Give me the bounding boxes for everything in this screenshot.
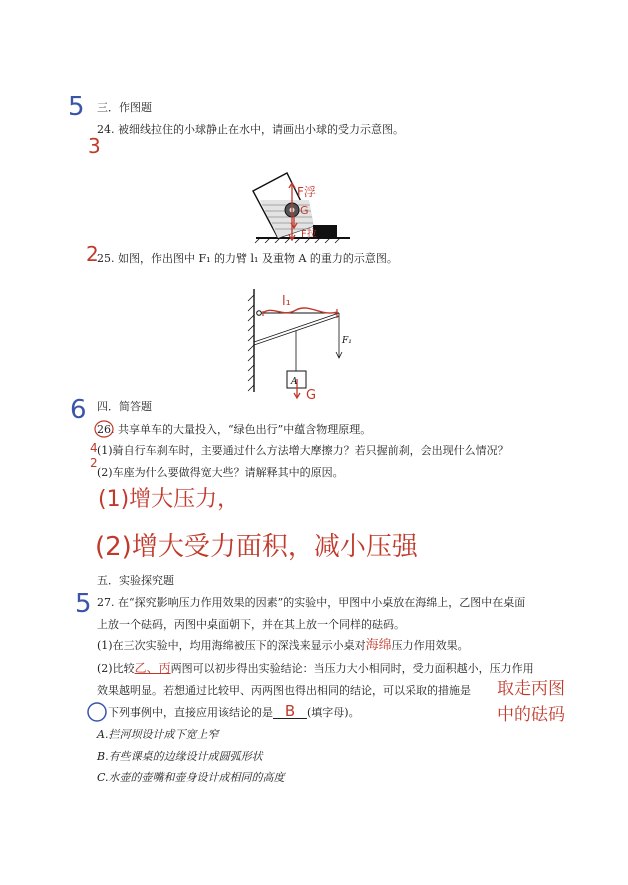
score-section4: 6 bbox=[70, 395, 87, 425]
answer-q26-1: (1)增大压力， bbox=[98, 487, 240, 512]
fig25-label-g: G bbox=[306, 388, 317, 403]
option-b: B.有些课桌的边缘设计成圆弧形状 bbox=[97, 750, 263, 763]
section5-heading: 五．实验探究题 bbox=[97, 574, 174, 587]
q26-text: 26. 共享单车的大量投入，“绿色出行”中蕴含物理原理。 bbox=[97, 423, 372, 436]
fig24-label-top: F浮 bbox=[297, 185, 316, 199]
section3-heading: 三．作图题 bbox=[97, 101, 152, 114]
q27-1-suffix: 压力作用效果。 bbox=[391, 639, 469, 652]
q27-line1: 27. 在“探究影响压力作用效果的因素”的实验中，甲图中小桌放在海绵上，乙图中在桌面 bbox=[97, 596, 526, 609]
section4-heading: 四．简答题 bbox=[97, 400, 152, 413]
option-a: A.拦河坝设计成下宽上窄 bbox=[97, 728, 219, 741]
score-q24: 3 bbox=[88, 134, 101, 158]
q24-text: 24. 被细线拉住的小球静止在水中，请画出小球的受力示意图。 bbox=[97, 123, 404, 136]
answer-q27-1: 海绵 bbox=[365, 638, 392, 653]
answer-q26-2: (2)增大受力面积，减小压强 bbox=[95, 532, 418, 562]
q27-line2: 上放一个砝码，丙图中桌面朝下，并在其上放一个同样的砝码。 bbox=[97, 618, 405, 631]
q26-2-text: (2)车座为什么要做得宽大些？请解释其中的原因。 bbox=[97, 466, 344, 479]
score-section3: 5 bbox=[68, 92, 85, 122]
answer-q27-4: B bbox=[273, 705, 307, 719]
score-section5: 5 bbox=[75, 589, 92, 619]
q27-2-line3 bbox=[108, 702, 360, 720]
score-q25: 2 bbox=[86, 242, 99, 266]
q26-1-text: (1)骑自行车刹车时，主要通过什么方法增大摩擦力？若只握前刹，会出现什么情况？ bbox=[97, 444, 509, 457]
q27-3-prefix: 下列事例中，直接应用该结论的是 bbox=[108, 706, 273, 719]
fig24-label-bottom: F拉 bbox=[301, 229, 317, 240]
option-c: C.水壶的壶嘴和壶身设计成相同的高度 bbox=[97, 771, 285, 784]
fig25-label-a: A bbox=[291, 377, 298, 387]
score-q26-1: 4 bbox=[90, 441, 98, 455]
q27-1-prefix: (1)在三次实验中，均用海绵被压下的深浅来显示小桌对 bbox=[97, 639, 366, 652]
q27-3-suffix: (填字母)。 bbox=[307, 706, 360, 719]
fig24-label-g: G bbox=[300, 204, 309, 217]
q27-2-suffix: 两图可以初步得出实验结论：当压力大小相同时，受力面积越小，压力作用 bbox=[170, 662, 534, 675]
q27-2-prefix: (2)比较 bbox=[97, 662, 135, 675]
q25-text: 25. 如图，作出图中 F₁ 的力臂 l₁ 及重物 A 的重力的示意图。 bbox=[97, 252, 398, 265]
fig25-label-l1: l₁ bbox=[282, 294, 291, 309]
answer-q27-3b: 中的砝码 bbox=[497, 705, 565, 725]
score-q26-2: 2 bbox=[90, 456, 98, 470]
answer-q27-2: 乙、丙 bbox=[134, 661, 171, 675]
q27-2-line2: 效果越明显。若想通过比较甲、丙两图也得出相同的结论，可以采取的措施是 bbox=[97, 684, 471, 697]
answer-q27-3a: 取走丙图 bbox=[497, 679, 565, 699]
fig25-label-f1: F₁ bbox=[342, 336, 352, 346]
